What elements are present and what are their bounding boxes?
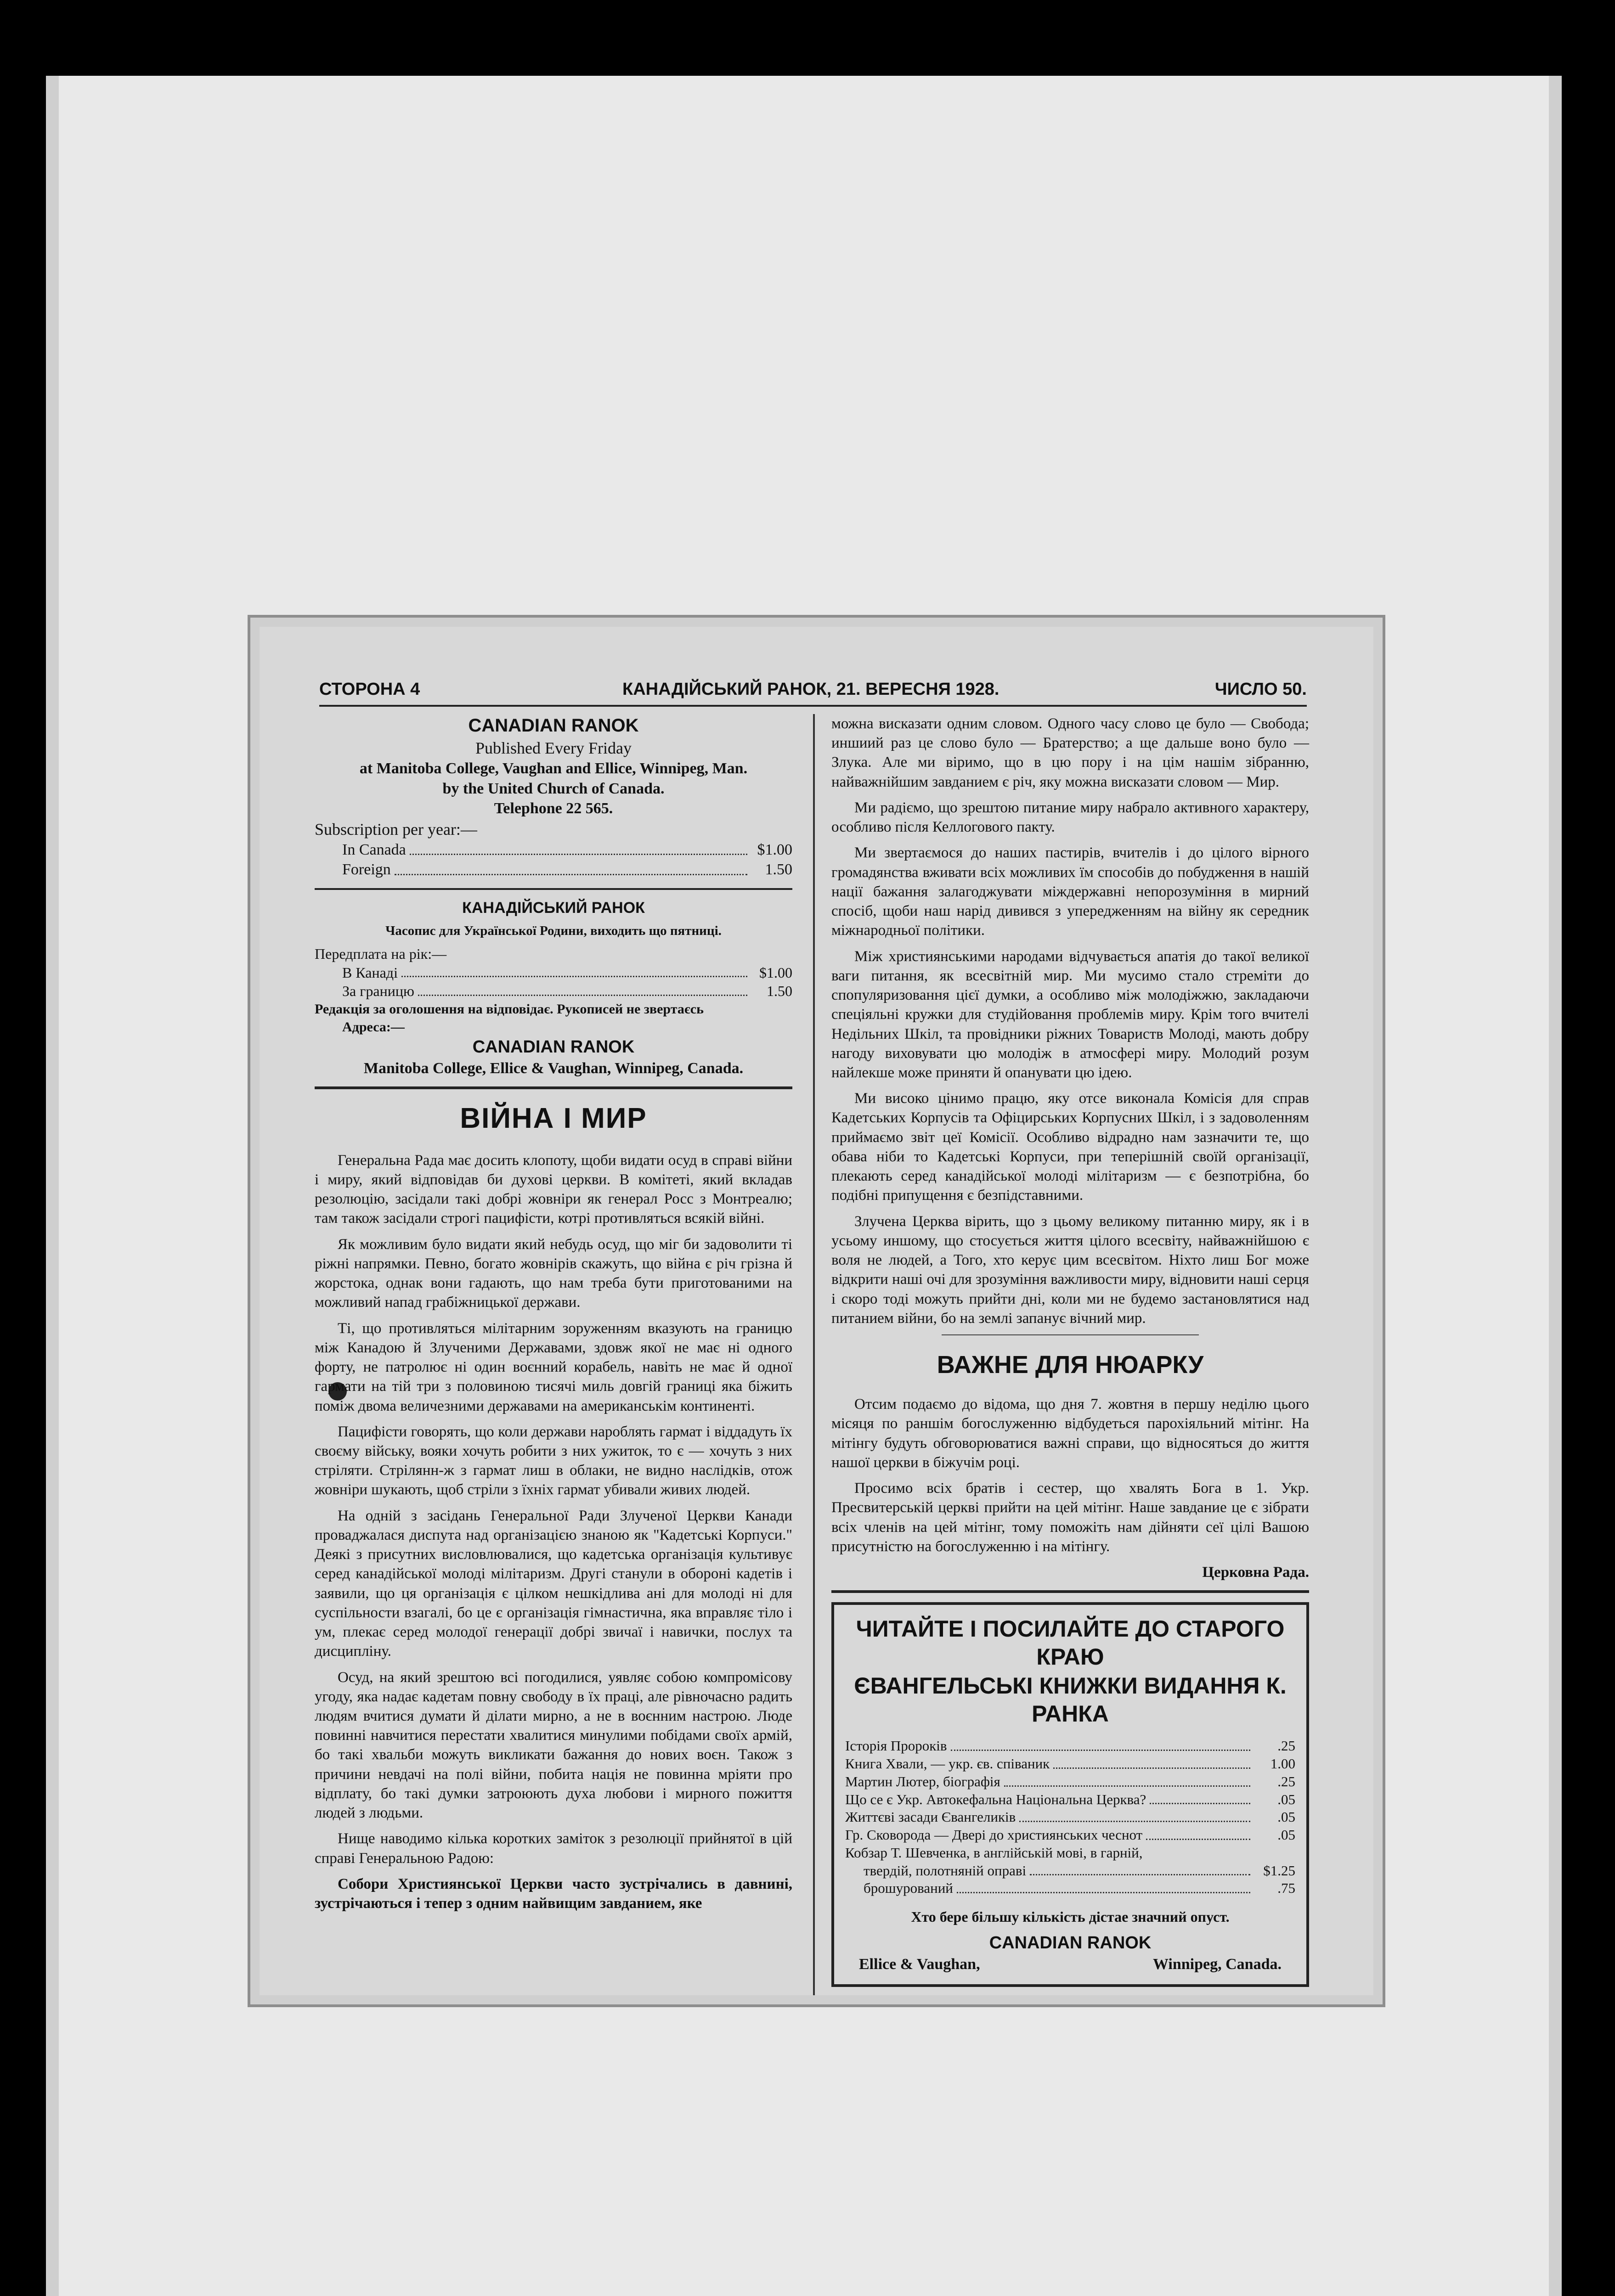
book-item: Історія Пророків .25 — [845, 1738, 1295, 1754]
article-paragraph: Ми радіємо, що зрештою питание миру набрало активного характеру, особливо після Келлогового пакту. — [831, 799, 1309, 836]
ad-title-line2: ЄВАНГЕЛЬСЬКІ КНИЖКИ ВИДАННЯ К. РАНКА — [854, 1673, 1287, 1727]
masthead-ua-title: КАНАДІЙСЬКИЙ РАНОК — [462, 899, 645, 917]
masthead-ua-address-label: Адреса:— — [342, 1019, 405, 1035]
book-item: твердій, полотняній оправі $1.25 — [864, 1862, 1295, 1879]
ad-address: Ellice & Vaughan, Winnipeg, Canada. — [859, 1955, 1282, 1973]
masthead-en-subs-label: Subscription per year:— — [315, 820, 477, 838]
article-title: ВІЙНА І МИР — [460, 1103, 647, 1135]
article-paragraph: Як можливим було видати який небудь осуд, що мiг би задоволити ті ріжні напрямки. Певно, богато жовнірів скажуть, що війна є річ грізна й жорстока, однак вони гадають, що нам треба бути приготованими на можливий напад грабіжницької держави. — [315, 1236, 792, 1311]
book-item: Життєві засади Євангеликів .05 — [845, 1809, 1295, 1825]
article-paragraph: Злучена Церква вірить, що з цьому великому питанню миру, як і в усьому иншому, що стосується життя цілого всесвіту, найважнійшою є воля не людей, а Того, хто керує цим всесвітом. Ніхто лиш Бог може відкрити наші очі для зрозуміння важливости миру, відновити наші серця і скоро тоді можуть прийти дні, коли ми не будемо застановлятися над питанием війни, бо на землі запанує вічний мир. — [831, 1213, 1309, 1327]
article-paragraph: Ми високо цінимо працю, яку отсе виконала Комісія для справ Кадетських Корпусів та Офіцирських Корпусних Шкіл, і з задоволенням приймаємо звіт цеї Комісії. Особливо відрадно нам зазначити те, що обава ніби то Кадетські Корпуси, при теперішній своїй організації, плекають серед канадійської молоді мілітаризм — є безпотрібна, бо подібні припущення є безпідставними. — [831, 1090, 1309, 1204]
page-number: СТОРОНА 4 — [319, 680, 420, 699]
book-item: брошурований .75 — [864, 1880, 1295, 1896]
ad-title-line1: ЧИТАЙТЕ І ПОСИЛАЙТЕ ДО СТАРОГО КРАЮ — [856, 1616, 1285, 1670]
article-paragraph: Осуд, на який зрештою всі погодилися, уявляє собою компромісову угоду, яка надає кадетам повну свободу в їх праці, але рівночасно радить людям вчитися думати й ділати мирно, а не в воєнним настрою. Люде повинні навчитися перестати хвалитися минулими побідами своїх армій, бо такі хвальби можуть викликати бажання до нових воєн. Також з причини невдачі на полі війни, побита нація не повинна мріяти про відплату, бо такі думки затроюють духа любови і мирного пожиття людей з людьми. — [315, 1669, 792, 1822]
article-paragraph: Собори Християнської Церкви часто зустрічались в давнині, зустрічаються і тепер з одним найвищим завданием, яке — [315, 1875, 792, 1912]
article-paragraph: Пацифісти говорять, що коли держави нароблять гармат і віддадуть їх своєму війську, вояки хочуть робити з них ужиток, то є — хочуть з них стріляти. Стрілянн-ж з гармат лиш в облаки, не видно наслідків, отож жовніри шукають, щоб стріли з їхніх гармат убивали живих людей. — [315, 1423, 792, 1498]
article-paragraph: Отсим подаємо до відома, що дня 7. жовтня в першу неділю цього місяця по раншім богослуженню відбудеться парохіяльний мітінг. На мітінгу будуть обговорюватися важні справи, що відносяться до життя нашої церкви в біжучім році. — [831, 1396, 1309, 1471]
header-rule — [319, 705, 1307, 707]
masthead-en-address1: at Manitoba College, Vaughan and Ellice, Winnipeg, Man. — [359, 760, 748, 777]
masthead-ua-pub-title: CANADIAN RANOK — [472, 1037, 635, 1057]
newspaper-page — [250, 618, 1383, 2004]
book-item: Гр. Сковорода — Двері до християнських чеснот .05 — [845, 1827, 1295, 1843]
masthead-ua-subtitle: Часопис для Української Родини, виходить що пятниці. — [385, 923, 722, 939]
masthead-en-address2: by the United Church of Canada. — [442, 780, 665, 797]
masthead-ua-pub-address: Manitoba College, Ellice & Vaughan, Winnipeg, Canada. — [363, 1059, 744, 1077]
masthead-en-title: CANADIAN RANOK — [468, 715, 639, 736]
article-paragraph: Між християнськими народами відчувається апатія до такої великої ваги питання, як всесвітній мир. Ми мусимо стало стреміти до спопуляризовання цієї думки, а особливо між молодіжжю, закладаючи спеціяльні кружки для студійовання проблемів миру. Крім того вчителі Недільних Шкіл, та провідники ріжних Товариств Молоді, мають добру нагоду виховувати цю молодіж в атмосфері миру. Молодий розум найлекше може приняти й опанувати цю ідею. — [831, 948, 1309, 1081]
issue-number: ЧИСЛО 50. — [1214, 680, 1307, 699]
article-signature: Церковна Рада. — [1202, 1564, 1309, 1581]
article-paragraph: Просимо всіх братів і сестер, що хвалять Бога в 1. Укр. Пресвитерській церкві прийти на цей мітінг. Наше завдание це є зібрати всіх членів на цей мітінг, тому поможіть нам дійняти сеї цілі Вашою присутністю на богослуженню і на мітінгу. — [831, 1480, 1309, 1555]
subs-row: In Canada $1.00 — [315, 840, 792, 860]
column-separator — [813, 714, 815, 1995]
article-title: ВАЖНЕ ДЛЯ НЮАРКУ — [937, 1351, 1204, 1379]
article-paragraph: Генеральна Рада має досить клопоту, щоби видати осуд в справі війни і миру, який відповідав би духові церкви. В комітеті, який вкладав резолюцію, засідали такі добрі жовніри як генерал Росс з Монтреалю; там також засідали строгі пацифісти, котрі противляться всякій війні. — [315, 1152, 792, 1227]
ad-note: Хто бере більшу кількість дістае значний опуст. — [911, 1908, 1230, 1925]
page-header — [319, 680, 1307, 703]
subs-row: Foreign 1.50 — [315, 860, 792, 880]
subs-row: За границю 1.50 — [342, 983, 792, 1000]
masthead-ua-subs-label: Передплата на рік:— — [315, 945, 447, 962]
ad-publisher: CANADIAN RANOK — [989, 1933, 1152, 1953]
masthead-ua-editorial: Редакція за оголошення на відповідає. Рукописей не звертаєсь — [315, 1002, 704, 1017]
divider — [942, 1334, 1199, 1335]
book-item: Книга Хвали, — укр. єв. співаник 1.00 — [845, 1756, 1295, 1772]
book-item: Що се є Укр. Автокефальна Національна Церква? .05 — [845, 1791, 1295, 1807]
paper-date: КАНАДІЙСЬКИЙ РАНОК, 21. ВЕРЕСНЯ 1928. — [622, 680, 999, 699]
divider — [315, 1086, 792, 1089]
film-edge-left — [46, 76, 59, 2296]
article-paragraph: Ми звертаємося до наших пастирів, вчителів і до цілого вірного громадянства вживати всіх можливих їм способів до побудження в нашій нації бажання залагоджувати міждержавні непорозуміння в мирний спосіб, щоби наш нарід дивився з упередженням на війну як середник міжнародньої політики. — [831, 844, 1309, 939]
divider — [315, 888, 792, 890]
left-column — [315, 714, 792, 1919]
subs-row: В Канаді $1.00 — [342, 964, 792, 981]
divider — [831, 1590, 1309, 1593]
masthead-en-telephone: Telephone 22 565. — [494, 800, 613, 817]
article-paragraph: На одній з засідань Генеральної Ради Злученої Церкви Канади проваджалася диспута над організацією знаною як "Кадетські Корпуси." Деякі з присутних висловлювалися, що кадетська організація культивує серед канадійської молоді мілітаризм. Другі станули в обороні кадетів і заявили, що ця організація є цілком нешкідлива ані для молоді ні для суспільности взагалі, бо це є організація гімнастична, яка вправляє тіло і ум, плекає серед молодої генерації добрі звичаї і навички, послух та дисципліну. — [315, 1507, 792, 1660]
article-paragraph: можна висказати одним словом. Одного часу слово це було — Свобода; иншиий раз це слово було — Братерство; а ще дальше воно було — Злука. Але ми віримо, що в цю пору і на цім нашім зібранню, найважнійшим завданием є річ, яку можна висказати словом — Мир. — [831, 715, 1309, 790]
article-paragraph: Ті, що противляться мілітарним зоруженням вказують на границю між Канадою й Злученими Державами, здовж якої не має ні одного форту, не патролює ні один воєнний корабель, навіть не має й одної гармати на тій три з половиною тисячі миль довгій границі яка біжить поміж двома величезними державами на американськім континенті. — [315, 1320, 792, 1414]
book-advertisement — [831, 1602, 1309, 1987]
right-column — [831, 714, 1309, 1987]
book-item: Кобзар Т. Шевченка, в англійській мові, в гарній, — [845, 1844, 1143, 1861]
article-paragraph: Нище наводимо кілька коротких заміток з резолюції прийнятої в цій справі Генеральною Радою: — [315, 1830, 792, 1867]
masthead-en-published: Published Every Friday — [475, 739, 632, 758]
book-item: Мартин Лютер, біографія .25 — [845, 1773, 1295, 1790]
film-edge-right — [1549, 76, 1562, 2296]
